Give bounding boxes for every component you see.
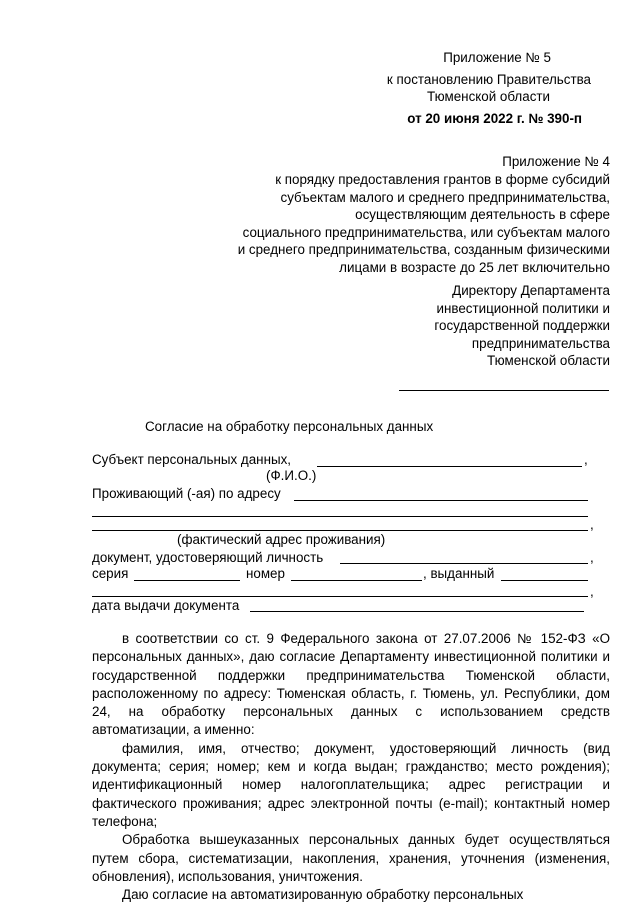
subject-fio-field[interactable] xyxy=(317,466,582,467)
decree-date: от 20 июня 2022 г. № 390-п xyxy=(407,111,582,126)
series-label: серия xyxy=(92,566,129,581)
addressee-line: инвестиционной политики и xyxy=(436,300,610,316)
residing-label: Проживающий (-ая) по адресу xyxy=(92,486,281,501)
issue-date-field[interactable] xyxy=(250,611,584,612)
number-field[interactable] xyxy=(291,580,422,581)
addressee-block xyxy=(434,282,610,370)
order-line: субъектам малого и среднего предпринимательства, xyxy=(280,189,610,205)
comma: , xyxy=(590,517,594,532)
address-field-1[interactable] xyxy=(294,500,588,501)
addressee-sender-line[interactable] xyxy=(399,390,609,391)
id-document-field[interactable] xyxy=(340,563,588,564)
id-document-label: документ, удостоверяющий личность xyxy=(92,550,324,565)
order-line: к порядку предоставления грантов в форме субсидий xyxy=(275,172,610,187)
consent-body xyxy=(92,630,610,904)
form-title: Согласие на обработку персональных данных xyxy=(145,419,434,434)
appendix-5-label: Приложение № 5 xyxy=(443,50,551,65)
consent-paragraph: Даю согласие на автоматизированную обработку персональных xyxy=(122,887,524,903)
actual-address-hint: (фактический адрес проживания) xyxy=(177,532,386,547)
comma: , xyxy=(590,550,594,565)
order-description xyxy=(238,171,610,277)
series-field[interactable] xyxy=(134,580,240,581)
fio-hint: (Ф.И.О.) xyxy=(266,468,317,483)
addressee-line: Директору Департамента xyxy=(452,283,610,298)
address-field-3[interactable] xyxy=(92,530,588,531)
order-line: и среднего предпринимательства, созданным физическими xyxy=(237,242,610,258)
addressee-line: Тюменской области xyxy=(487,353,610,369)
order-line: лицами в возрасте до 25 лет включительно xyxy=(339,259,610,275)
appendix-4-label: Приложение № 4 xyxy=(502,154,610,169)
order-line: социального предпринимательства, или субъектам малого xyxy=(242,224,610,240)
issued-by-field[interactable] xyxy=(501,580,588,581)
comma: , xyxy=(590,584,594,599)
consent-paragraph: фамилия, имя, отчество; документ, удостоверяющий личность (вид документа; серия; номер; кем и когда выдан; гражданство; место рождения); идентификационный номер налогоплательщика; адрес регистрации и фактического проживания; адрес электронной почты (e-mail); контактный номер телефона; xyxy=(92,740,610,829)
addressee-line: государственной поддержки xyxy=(434,318,610,334)
addressee-line: предпринимательства xyxy=(471,335,610,351)
address-field-2[interactable] xyxy=(92,516,588,517)
subject-label: Субъект персональных данных, xyxy=(92,452,292,467)
decree-line-2: Тюменской области xyxy=(427,89,550,104)
order-line: осуществляющим деятельность в сфере xyxy=(355,207,610,223)
consent-paragraph: в соответствии со ст. 9 Федерального закона от 27.07.2006 № 152-ФЗ «О персональных данных», даю согласие Департаменту инвестиционной политики и государственной поддержки предпринимательства Тюменской области, расположенному по адресу: Тюменская область, г. Тюмень, ул. Республики, дом 24, на обработку персональных данных с использованием средств автоматизации, а именно: xyxy=(92,631,610,738)
comma: , xyxy=(584,452,588,467)
decree-line-1: к постановлению Правительства xyxy=(386,72,591,87)
number-label: номер xyxy=(246,566,285,581)
consent-paragraph: Обработка вышеуказанных персональных данных будет осуществляться путем сбора, систематизации, накопления, хранения, уточнения (изменения, обновления), использования, уничтожения. xyxy=(92,832,610,884)
issue-date-label: дата выдачи документа xyxy=(92,598,240,613)
issued-label: , выданный xyxy=(423,566,495,581)
issued-by-field-2[interactable] xyxy=(92,596,588,597)
